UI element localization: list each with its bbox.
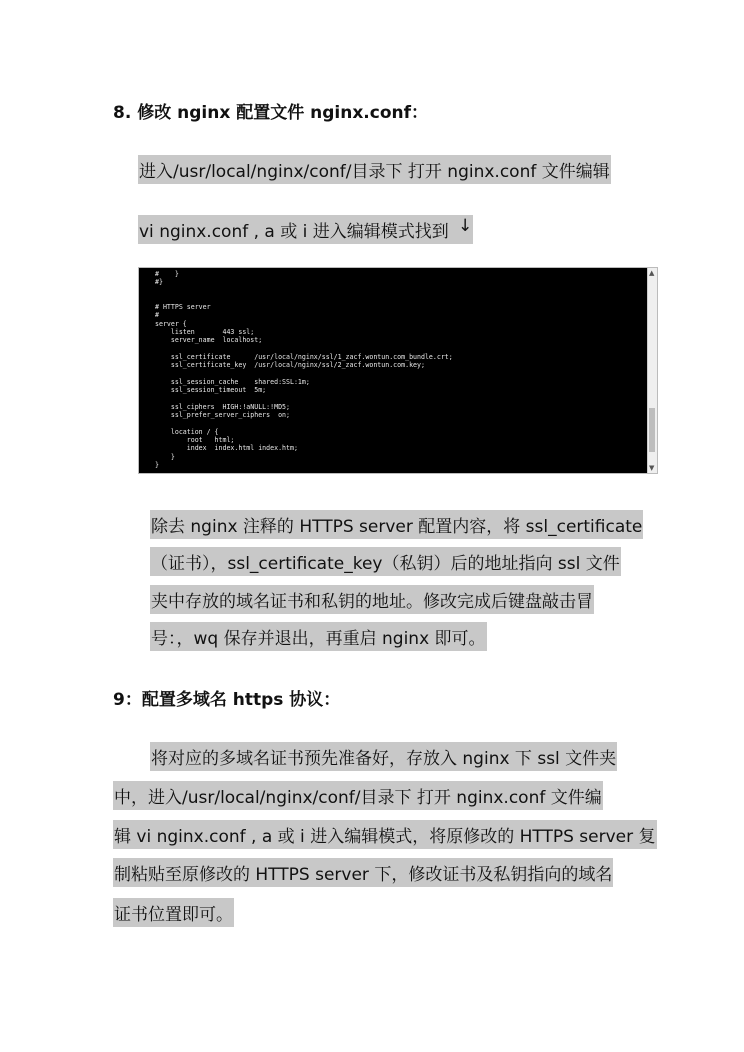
down-arrow-icon: ↓ (458, 216, 473, 236)
scroll-thumb[interactable] (649, 408, 655, 452)
para1-line-1: 除去 nginx 注释的 HTTPS server 配置内容，将 ssl_certificate (150, 510, 643, 539)
scroll-down-icon[interactable]: ▼ (649, 464, 655, 472)
step-open-conf: 进入/usr/local/nginx/conf/目录下 打开 nginx.conf 文件编辑 (138, 155, 611, 184)
terminal-screenshot (138, 267, 658, 474)
para2-line-2: 中，进入/usr/local/nginx/conf/目录下 打开 nginx.conf 文件编 (113, 781, 603, 810)
section-8-heading: 8. 修改 nginx 配置文件 nginx.conf： (113, 103, 429, 123)
para2-line-5: 证书位置即可。 (113, 898, 234, 927)
section-9-heading: 9：配置多域名 https 协议： (113, 690, 341, 710)
para2-line-1: 将对应的多域名证书预先准备好，存放入 nginx 下 ssl 文件夹 (150, 742, 617, 771)
scroll-up-icon[interactable]: ▲ (649, 269, 655, 277)
para1-line-3: 夹中存放的域名证书和私钥的地址。修改完成后键盘敲击冒 (150, 585, 594, 614)
para1-line-4: 号：，wq 保存并退出，再重启 nginx 即可。 (150, 622, 487, 651)
step-vi-edit-text: vi nginx.conf , a 或 i 进入编辑模式找到 (139, 222, 449, 242)
para2-line-3: 辑 vi nginx.conf , a 或 i 进入编辑模式，将原修改的 HTTPS server 复 (113, 820, 657, 849)
terminal-scrollbar[interactable] (647, 268, 657, 473)
terminal-text: # } #} # HTTPS server # server { listen 443 ssl; server_name localhost; ssl_certificate /usr/local/nginx/ssl/1_zacf.wontun.com_bundle.crt; ssl_certificate_key /usr/local/nginx/ssl/2_zacf.wontun.com.key; ssl_session_cache shared:SSL:1m; ssl_session_timeout 5m; ssl_ciphers HIGH:!aNULL:!MD5; ssl_prefer_server_ciphers on; location / { root html; index index.html index.htm; } } (155, 270, 453, 469)
para1-line-2: （证书），ssl_certificate_key（私钥）后的地址指向 ssl 文件 (150, 547, 621, 576)
step-vi-edit (138, 215, 473, 244)
para2-line-4: 制粘贴至原修改的 HTTPS server 下，修改证书及私钥指向的域名 (113, 858, 613, 887)
